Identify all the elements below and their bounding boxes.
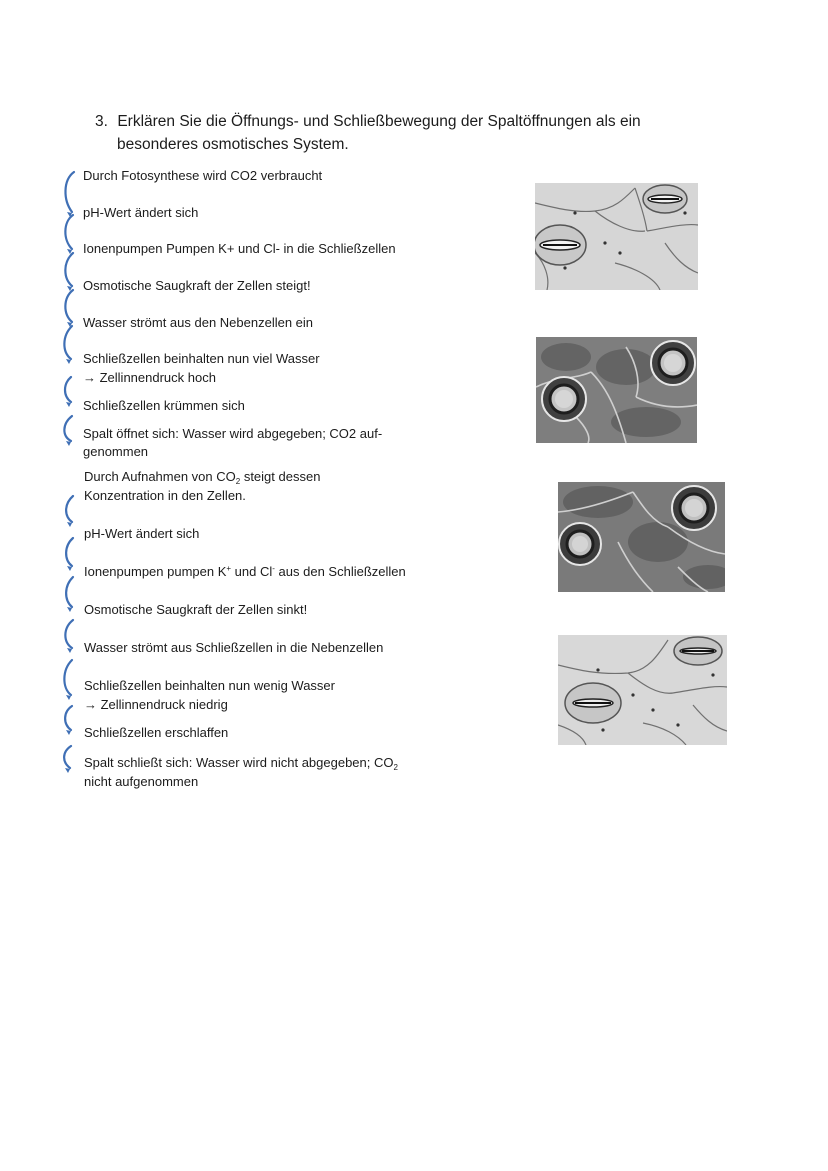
curved-arrow-icon xyxy=(64,416,72,441)
task-number: 3. xyxy=(95,113,108,130)
superscript-plus: + xyxy=(226,564,232,573)
subscript-2: 2 xyxy=(393,763,398,772)
closing-step-2: pH-Wert ändert sich xyxy=(84,526,200,541)
curved-arrow-icon xyxy=(65,290,73,322)
closing-step-1-text-end: steigt dessen xyxy=(240,469,321,484)
curved-arrow-icon xyxy=(65,215,73,249)
opening-step-5: Wasser strömt aus den Nebenzellen ein xyxy=(83,315,314,330)
closing-step-3-text-c: aus den Schließzellen xyxy=(274,564,406,579)
closing-step-3-text-b: und Cl xyxy=(231,564,273,579)
closing-step-6-line-1: Schließzellen beinhalten nun wenig Wasser xyxy=(84,678,335,693)
curved-arrow-icon xyxy=(65,706,72,730)
curved-arrow-icon xyxy=(64,326,72,359)
micrograph-stomata-dark-2 xyxy=(558,482,725,592)
opening-step-3: Ionenpumpen Pumpen K+ und Cl- in die Schließzellen xyxy=(83,241,396,256)
opening-step-4: Osmotische Saugkraft der Zellen steigt! xyxy=(83,278,311,293)
closing-step-3 xyxy=(84,563,406,581)
closing-step-8-text: Spalt schließt sich: Wasser wird nicht abgegeben; CO xyxy=(84,755,394,770)
task-heading-line-2: besonderes osmotisches System. xyxy=(117,136,349,153)
closing-step-8-line-1 xyxy=(84,754,398,772)
opening-step-8-line-2: genommen xyxy=(83,444,149,459)
opening-step-1: Durch Fotosynthese wird CO2 verbraucht xyxy=(83,168,323,183)
closing-step-4: Osmotische Saugkraft der Zellen sinkt! xyxy=(84,602,308,617)
task-heading-line-1: Erklären Sie die Öffnungs- und Schließbewegung der Spaltöffnungen als ein xyxy=(117,113,641,130)
opening-step-6-line-1: Schließzellen beinhalten nun viel Wasser xyxy=(83,351,320,366)
task-heading xyxy=(95,110,695,156)
micrograph-open-stomata xyxy=(535,183,698,290)
subscript-2: 2 xyxy=(235,477,241,486)
curved-arrow-icon xyxy=(65,620,73,648)
closing-step-8-line-2: nicht aufgenommen xyxy=(84,774,199,789)
closing-step-1-text: Durch Aufnahmen von CO xyxy=(84,469,236,484)
closing-step-1-line-1 xyxy=(84,468,320,486)
opening-step-6-line-2: → Zellinnendruck hoch xyxy=(83,370,216,385)
superscript-minus: - xyxy=(272,564,275,573)
micrograph-closed-stomata xyxy=(558,635,727,745)
curved-arrow-icon xyxy=(64,746,71,768)
closing-step-7: Schließzellen erschlaffen xyxy=(84,725,229,740)
closing-step-1-line-2: Konzentration in den Zellen. xyxy=(84,488,246,503)
curved-arrow-icon xyxy=(64,660,72,695)
opening-step-8-line-1: Spalt öffnet sich: Wasser wird abgegeben; CO2 auf- xyxy=(83,426,383,441)
curved-arrow-icon xyxy=(65,172,74,212)
opening-step-7: Schließzellen krümmen sich xyxy=(83,398,245,413)
micrograph-stomata-dark-1 xyxy=(536,337,697,443)
curved-arrow-icon xyxy=(65,377,71,402)
closing-step-5: Wasser strömt aus Schließzellen in die Nebenzellen xyxy=(84,640,384,655)
curved-arrow-icon xyxy=(66,538,73,566)
closing-step-6-line-2: → Zellinnendruck niedrig xyxy=(84,697,228,712)
curved-arrow-icon xyxy=(66,496,73,522)
curved-arrow-icon xyxy=(66,577,73,607)
curved-arrow-icon xyxy=(65,253,73,286)
closing-step-3-text-a: Ionenpumpen pumpen K xyxy=(84,564,227,579)
opening-step-2: pH-Wert ändert sich xyxy=(83,205,199,220)
